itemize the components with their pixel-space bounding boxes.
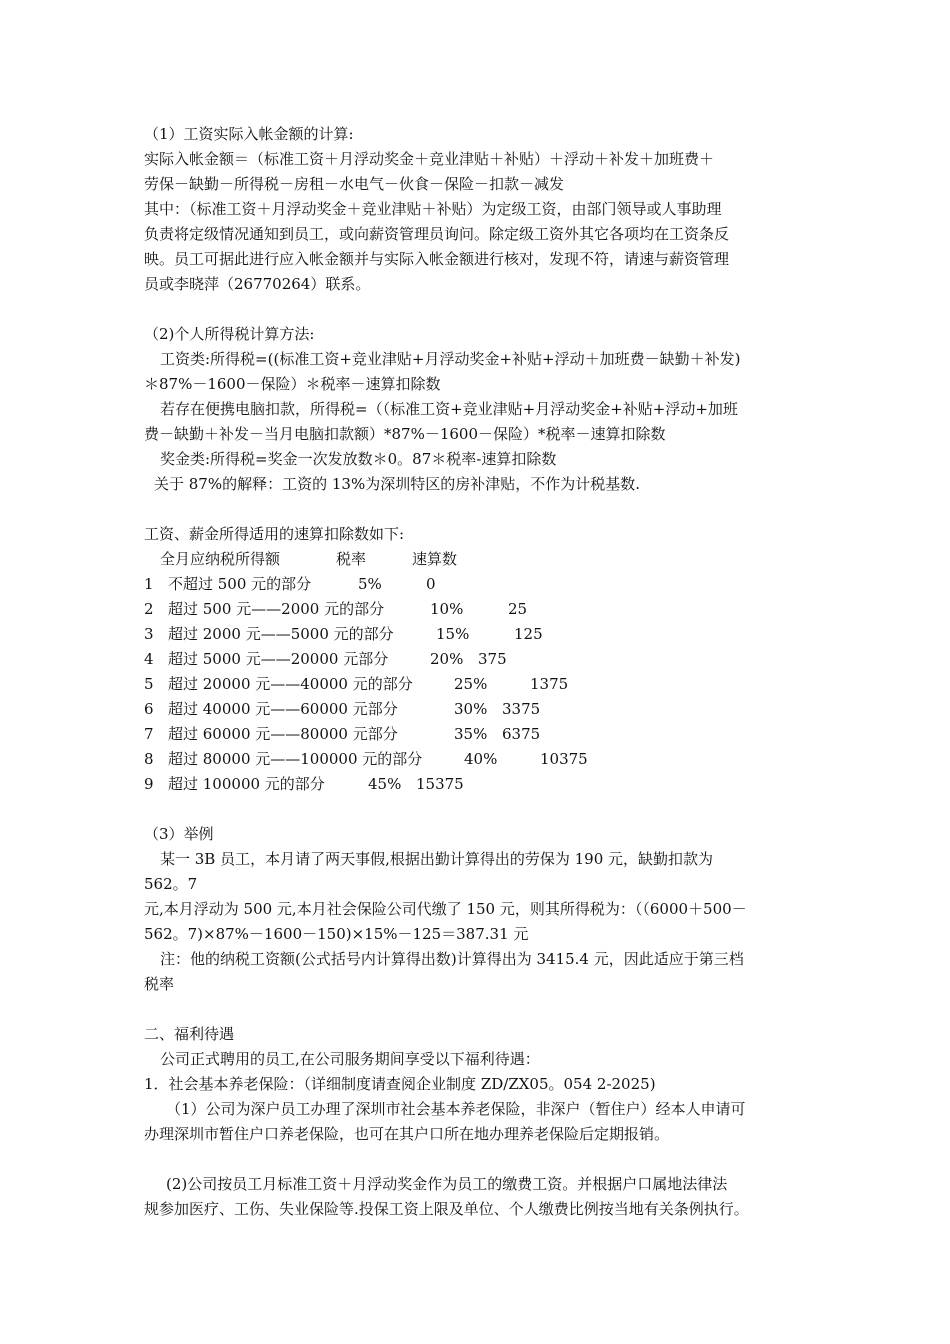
row-number: 8	[144, 750, 154, 768]
row-range: 超过 20000 元——40000 元的部分	[168, 675, 413, 693]
formula-line: 费－缺勤＋补发－当月电脑扣款额）*87%－1600－保险）*税率－速算扣除数	[144, 425, 666, 443]
tax-table-header	[144, 547, 824, 572]
welfare-paragraph-line: (2)公司按员工月标准工资＋月浮动奖金作为员工的缴费工资。并根据户口属地法律法	[166, 1175, 728, 1193]
tax-table-row	[144, 672, 824, 697]
row-number: 9	[144, 775, 154, 793]
explanation-line: 关于 87%的解释：工资的 13%为深圳特区的房补津贴，不作为计税基数.	[154, 475, 640, 493]
header-tax-rate: 税率	[336, 550, 367, 568]
example-line: 某一 3B 员工，本月请了两天事假,根据出勤计算得出的劳保为 190 元，缺勤扣款为	[160, 850, 714, 868]
row-number: 7	[144, 725, 154, 743]
row-rate: 40%	[464, 750, 498, 768]
note-line: 税率	[144, 975, 175, 993]
row-quick-deduction: 3375	[502, 700, 541, 718]
tax-table-row	[144, 622, 824, 647]
row-number: 1	[144, 575, 154, 593]
row-range: 超过 500 元——2000 元的部分	[168, 600, 385, 618]
row-rate: 5%	[358, 575, 382, 593]
note-line: 注：他的纳税工资额(公式括号内计算得出数)计算得出为 3415.4 元，因此适应于第三档	[160, 950, 744, 968]
row-range: 超过 40000 元——60000 元部分	[168, 700, 398, 718]
section-heading-example: （3）举例	[144, 825, 214, 843]
row-number: 2	[144, 600, 154, 618]
document-body	[144, 122, 824, 1222]
tax-table-row	[144, 697, 824, 722]
row-rate: 45%	[368, 775, 402, 793]
paragraph-line: 员或李晓萍（26770264）联系。	[144, 275, 371, 293]
row-rate: 35%	[454, 725, 488, 743]
row-quick-deduction: 1375	[530, 675, 569, 693]
row-quick-deduction: 25	[508, 600, 528, 618]
section-heading-salary-credit: （1）工资实际入帐金额的计算:	[144, 125, 354, 143]
row-rate: 10%	[430, 600, 464, 618]
paragraph-line: 实际入帐金额＝（标准工资＋月浮动奖金＋竞业津贴＋补贴）＋浮动＋补发＋加班费＋	[144, 150, 715, 168]
example-line: 562。7	[144, 875, 198, 893]
row-range: 超过 80000 元——100000 元的部分	[168, 750, 423, 768]
row-rate: 20%	[430, 650, 464, 668]
row-quick-deduction: 375	[478, 650, 507, 668]
section-heading-welfare: 二、福利待遇	[144, 1025, 235, 1043]
welfare-paragraph-line: 规参加医疗、工伤、失业保险等.投保工资上限及单位、个人缴费比例按当地有关条例执行。	[144, 1200, 749, 1218]
tax-table-row	[144, 647, 824, 672]
tax-table-row	[144, 722, 824, 747]
header-taxable-income: 全月应纳税所得额	[160, 550, 281, 568]
row-rate: 15%	[436, 625, 470, 643]
row-quick-deduction: 15375	[416, 775, 464, 793]
tax-table-title: 工资、薪金所得适用的速算扣除数如下:	[144, 525, 405, 543]
row-rate: 30%	[454, 700, 488, 718]
tax-table-row	[144, 597, 824, 622]
paragraph-line: 劳保－缺勤－所得税－房租－水电气－伙食－保险－扣款－减发	[144, 175, 565, 193]
row-quick-deduction: 6375	[502, 725, 541, 743]
paragraph-line: 映。员工可据此进行应入帐金额并与实际入帐金额进行核对，发现不符，请速与薪资管理	[144, 250, 730, 268]
welfare-intro: 公司正式聘用的员工,在公司服务期间享受以下福利待遇：	[160, 1050, 540, 1068]
row-number: 6	[144, 700, 154, 718]
paragraph-line: 负责将定级情况通知到员工，或向薪资管理员询问。除定级工资外其它各项均在工资条反	[144, 225, 730, 243]
row-range: 超过 100000 元的部分	[168, 775, 325, 793]
example-line: 562。7)×87%－1600－150)×15%－125＝387.31 元	[144, 925, 529, 943]
row-number: 4	[144, 650, 154, 668]
example-line: 元,本月浮动为 500 元,本月社会保险公司代缴了 150 元，则其所得税为：（（6000＋500－	[144, 900, 747, 918]
row-range: 超过 2000 元——5000 元的部分	[168, 625, 394, 643]
row-range: 超过 5000 元——20000 元部分	[168, 650, 389, 668]
welfare-paragraph-line: 办理深圳市暂住户口养老保险，也可在其户口所在地办理养老保险后定期报销。	[144, 1125, 670, 1143]
row-range: 不超过 500 元的部分	[168, 575, 312, 593]
row-quick-deduction: 10375	[540, 750, 588, 768]
tax-table-row	[144, 747, 824, 772]
formula-line: 若存在便携电脑扣款，所得税=（（标准工资+竞业津贴+月浮动奖金+补贴+浮动+加班	[160, 400, 738, 418]
formula-line: 奖金类:所得税=奖金一次发放数＊0。87＊税率-速算扣除数	[160, 450, 557, 468]
formula-line: 工资类:所得税=((标准工资+竞业津贴+月浮动奖金+补贴+浮动＋加班费－缺勤＋补发)	[160, 350, 741, 368]
row-quick-deduction: 125	[514, 625, 543, 643]
row-quick-deduction: 0	[426, 575, 436, 593]
row-number: 3	[144, 625, 154, 643]
welfare-item-title: 1．社会基本养老保险：（详细制度请查阅企业制度 ZD/ZX05。054 2-2025)	[144, 1075, 656, 1093]
row-range: 超过 60000 元——80000 元部分	[168, 725, 398, 743]
welfare-paragraph-line: （1）公司为深户员工办理了深圳市社会基本养老保险，非深户（暂住户）经本人申请可	[166, 1100, 746, 1118]
row-rate: 25%	[454, 675, 488, 693]
row-number: 5	[144, 675, 154, 693]
formula-line: ＊87%－1600－保险）＊税率－速算扣除数	[144, 375, 441, 393]
section-heading-income-tax: （2)个人所得税计算方法:	[144, 325, 315, 343]
tax-table-row	[144, 572, 824, 597]
header-quick-deduction: 速算数	[412, 550, 458, 568]
tax-table-row	[144, 772, 824, 797]
paragraph-line: 其中：（标准工资＋月浮动奖金＋竞业津贴＋补贴）为定级工资，由部门领导或人事助理	[144, 200, 722, 218]
